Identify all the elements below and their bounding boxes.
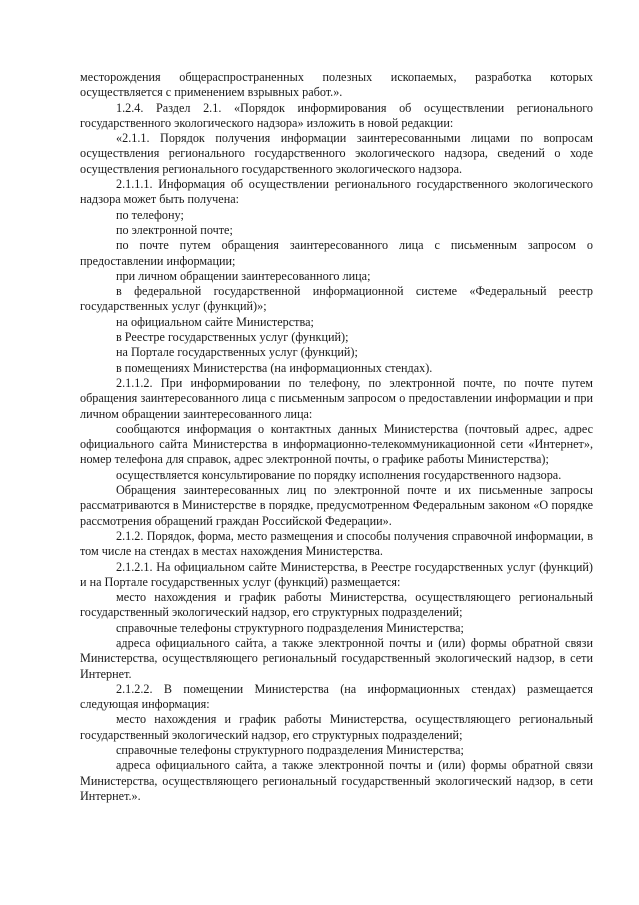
list-item-email: по электронной почте; — [116, 222, 233, 237]
list-item-federal-registry: в федеральной государственной информационной системе «Федеральный реестр государственных услуг (функций)»; — [80, 284, 593, 314]
paragraph-2-1-2-1: 2.1.2.1. На официальном сайте Министерства, в Реестре государственных услуг (функций) и на Портале государственных услуг (функций) размещается: — [80, 559, 593, 589]
paragraph-section-1-2-4: 1.2.4. Раздел 2.1. «Порядок информирования об осуществлении регионального государственного экологического надзора» изложить в новой редакции: — [80, 100, 593, 130]
paragraph-consulting: осуществляется консультирование по порядку исполнения государственного надзора. — [116, 467, 562, 482]
paragraph-contact-info: сообщаются информация о контактных данных Министерства (почтовый адрес, адрес официального сайта Министерства в информационно-телекоммуникационной сети «Интернет», номер телефона для справок, адрес электронной почты, о графике работы Министерства); — [80, 421, 593, 467]
list-item-official-site: на официальном сайте Министерства; — [116, 314, 314, 329]
paragraph-2-1-2: 2.1.2. Порядок, форма, место размещения и способы получения справочной информации, в том числе на стендах в местах нахождения Министерства. — [80, 528, 593, 559]
list-item-reference-phones: справочные телефоны структурного подразделения Министерства; — [116, 620, 464, 635]
paragraph-2-1-1: «2.1.1. Порядок получения информации заинтересованными лицами по вопросам осуществления регионального государственного экологического надзора, сведений о ходе осуществления регионального государственного экологического надзора. — [80, 131, 593, 176]
list-item-site-addresses: адреса официального сайта, а также электронной почты и (или) формы обратной связи Министерства, осуществляющего региональный государственный экологический надзор, в сети Интернет. — [80, 635, 593, 681]
paragraph-appeals: Обращения заинтересованных лиц по электронной почте и их письменные запросы рассматриваются в Министерстве в порядке, предусмотренном Федеральным законом «О порядке рассмотрения обращений граждан Российской Федерации». — [80, 483, 593, 528]
list-item-location-schedule: место нахождения и график работы Министерства, осуществляющего региональный государственный экологический надзор, его структурных подразделений; — [80, 590, 593, 620]
paragraph-2-1-1-1: 2.1.1.1. Информация об осуществлении регионального государственного экологического надзора может быть получена: — [80, 177, 593, 207]
list-item-reference-phones-stands: справочные телефоны структурного подразделения Министерства; — [116, 743, 464, 758]
list-item-portal: на Портале государственных услуг (функций); — [116, 345, 358, 360]
paragraph-2-1-2-2: 2.1.2.2. В помещении Министерства (на информационных стендах) размещается следующая информация: — [80, 681, 593, 712]
list-item-phone: по телефону; — [116, 207, 184, 222]
list-item-personal: при личном обращении заинтересованного лица; — [116, 268, 371, 283]
list-item-site-addresses-stands: адреса официального сайта, а также электронной почты и (или) формы обратной связи Министерства, осуществляющего региональный государственный экологический надзор, в сети Интернет.». — [80, 758, 593, 803]
list-item-post: по почте путем обращения заинтересованного лица с письменным запросом о предоставлении информации; — [80, 238, 593, 268]
list-item-stands: в помещениях Министерства (на информационных стендах). — [116, 360, 433, 375]
list-item-location-schedule-stands: место нахождения и график работы Министерства, осуществляющего региональный государственный экологический надзор, его структурных подразделений; — [80, 712, 593, 742]
paragraph-continuation: месторождения общераспространенных полезных ископаемых, разработка которых осуществляется с применением взрывных работ.». — [80, 70, 593, 100]
document-page — [80, 70, 593, 804]
paragraph-2-1-1-2: 2.1.1.2. При информировании по телефону, по электронной почте, по почте путем обращения заинтересованного лица с письменным запросом о предоставлении информации и при личном обращении заинтересованного лица: — [80, 375, 593, 421]
list-item-registry: в Реестре государственных услуг (функций); — [116, 330, 349, 345]
